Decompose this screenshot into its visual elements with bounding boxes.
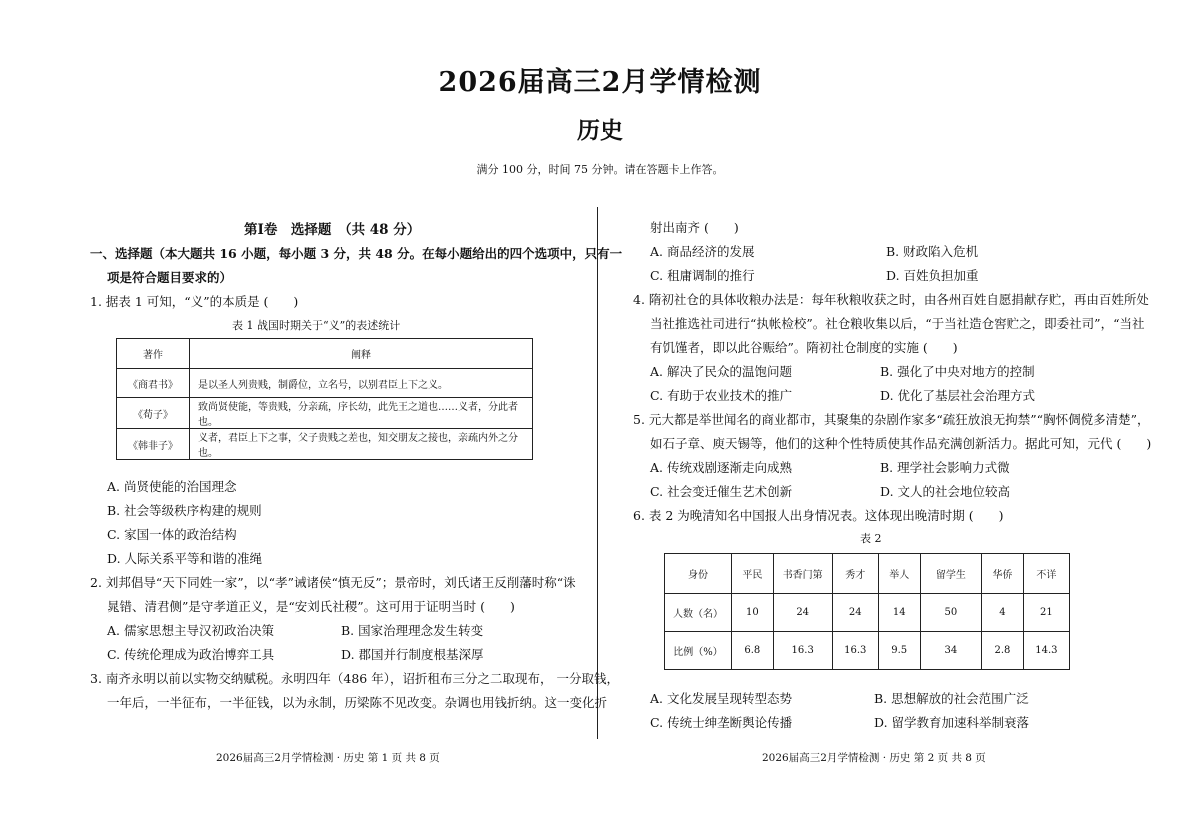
table-cell: 比例（%） — [665, 632, 732, 670]
table-cell: 34 — [920, 632, 982, 670]
q2-line1: 2. 刘邦倡导“天下同姓一家”，以“孝”诫诸侯“慎无反”；景帝时，刘氏诸王反削藩时称“诛 — [90, 575, 576, 590]
table-cell: 16.3 — [773, 632, 832, 670]
q4-line2: 当社推选社司进行“执帐检校”。社仓粮收集以后，“于当社造仓窖贮之，即委社司”，“当社 — [650, 316, 1145, 331]
q1-option-a: A. 尚贤使能的治国理念 — [107, 479, 237, 494]
q2-option-c: C. 传统伦理成为政治博弈工具 — [107, 647, 275, 662]
table-cell: 24 — [773, 594, 832, 632]
q4-option-b: B. 强化了中央对地方的控制 — [880, 364, 1035, 379]
table-cell: 4 — [982, 594, 1024, 632]
q4-line1: 4. 隋初社仓的具体收粮办法是：每年秋粮收获之时，由各州百姓自愿捐献存贮，再由百姓所处 — [633, 292, 1149, 307]
q6-option-d: D. 留学教育加速科举制衰落 — [874, 715, 1030, 730]
q3-option-a: A. 商品经济的发展 — [650, 244, 755, 259]
q5-line2: 如石子章、庾天锡等，他们的这种个性特质使其作品充满创新活力。据此可知，元代 ( ) — [650, 436, 1152, 451]
q1-option-d: D. 人际关系平等和谐的准绳 — [107, 551, 263, 566]
table-cell: 6.8 — [732, 632, 774, 670]
q2-line2: 晁错、清君侧”是守孝道正义，是“安刘氏社稷”。这可用于证明当时 ( ) — [107, 599, 515, 614]
table-cell: 9.5 — [878, 632, 920, 670]
table-cell: 《韩非子》 — [117, 429, 190, 460]
table-header-cell: 身份 — [665, 554, 732, 594]
table-cell: 致尚贤使能，等贵贱，分亲疏，序长幼，此先王之道也……义者，分此者也。 — [190, 398, 533, 429]
q4-option-a: A. 解决了民众的温饱问题 — [650, 364, 792, 379]
q4-line3: 有饥馑者，即以此谷赈给”。隋初社仓制度的实施 ( ) — [650, 340, 958, 355]
table-header-cell: 举人 — [878, 554, 920, 594]
q6-table — [664, 553, 1070, 670]
exam-instructions: 满分 100 分，时间 75 分钟。请在答题卡上作答。 — [476, 163, 724, 176]
q1-stem: 1. 据表 1 可知，“义”的本质是 ( ) — [90, 294, 299, 309]
table-cell: 21 — [1023, 594, 1069, 632]
q3-line2: 一年后，一半征布，一半征钱，以为永制，历梁陈不见改变。杂调也用钱折纳。这一变化折 — [107, 695, 608, 710]
q2-option-a: A. 儒家思想主导汉初政治决策 — [107, 623, 274, 638]
table-header-cell: 阐释 — [190, 339, 533, 369]
q1-table — [116, 338, 533, 460]
exam-title: 2026届高三2月学情检测 — [438, 67, 762, 98]
q3-line1: 3. 南齐永明以前以实物交纳赋税。永明四年（486 年），诏折租布三分之二取现布， 一分取钱， — [90, 671, 619, 686]
q2-option-b: B. 国家治理理念发生转变 — [341, 623, 484, 638]
table-cell: 24 — [832, 594, 878, 632]
q6-option-b: B. 思想解放的社会范围广泛 — [874, 691, 1029, 706]
table-header-cell: 留学生 — [920, 554, 982, 594]
table-header-cell: 著作 — [117, 339, 190, 369]
table-cell: 10 — [732, 594, 774, 632]
q5-option-a: A. 传统戏剧逐渐走向成熟 — [650, 460, 792, 475]
q5-line1: 5. 元大都是举世闻名的商业都市，其聚集的杂剧作家多“疏狂放浪无拘禁”“胸怀倜傥多清楚”， — [633, 412, 1150, 427]
table-header-cell: 平民 — [732, 554, 774, 594]
q1-table-caption: 表 1 战国时期关于“义”的表述统计 — [232, 319, 401, 332]
q6-option-a: A. 文化发展呈现转型态势 — [650, 691, 792, 706]
section-intro-line2: 项是符合题目要求的） — [107, 270, 233, 285]
table-cell: 《荀子》 — [117, 398, 190, 429]
footer-left: 2026届高三2月学情检测 · 历史 第 1 页 共 8 页 — [216, 752, 440, 764]
q4-option-d: D. 优化了基层社会治理方式 — [880, 388, 1036, 403]
footer-right: 2026届高三2月学情检测 · 历史 第 2 页 共 8 页 — [762, 752, 986, 764]
q4-option-c: C. 有助于农业技术的推广 — [650, 388, 793, 403]
q6-stem: 6. 表 2 为晚清知名中国报人出身情况表。这体现出晚清时期 ( ) — [633, 508, 1004, 523]
table-cell: 义者，君臣上下之事，父子贵贱之差也，知交朋友之接也，亲疏内外之分也。 — [190, 429, 533, 460]
table-header-cell: 秀才 — [832, 554, 878, 594]
section-intro-line1: 一、选择题（本大题共 16 小题，每小题 3 分，共 48 分。在每小题给出的四个选项中，只有一 — [90, 246, 623, 261]
table-cell: 2.8 — [982, 632, 1024, 670]
table-cell: 是以圣人列贵贱，制爵位，立名号，以别君臣上下之义。 — [190, 369, 533, 398]
table-cell: 人数（名） — [665, 594, 732, 632]
section-title: 第Ⅰ卷 选择题 （共 48 分） — [244, 222, 421, 238]
q3-line3: 射出南齐 ( ) — [650, 220, 739, 235]
q2-option-d: D. 郡国并行制度根基深厚 — [341, 647, 484, 662]
q3-option-b: B. 财政陷入危机 — [886, 244, 979, 259]
q5-option-c: C. 社会变迁催生艺术创新 — [650, 484, 793, 499]
table-cell: 50 — [920, 594, 982, 632]
table-header-cell: 不详 — [1023, 554, 1069, 594]
table-header-cell: 书香门第 — [773, 554, 832, 594]
table-cell: 14.3 — [1023, 632, 1069, 670]
q3-option-d: D. 百姓负担加重 — [886, 268, 979, 283]
table-cell: 《商君书》 — [117, 369, 190, 398]
q3-option-c: C. 租庸调制的推行 — [650, 268, 755, 283]
q6-table-caption: 表 2 — [860, 532, 882, 545]
table-cell: 14 — [878, 594, 920, 632]
q1-option-b: B. 社会等级秩序构建的规则 — [107, 503, 262, 518]
table-header-cell: 华侨 — [982, 554, 1024, 594]
subject-title: 历史 — [577, 117, 623, 144]
q1-option-c: C. 家国一体的政治结构 — [107, 527, 237, 542]
column-divider — [597, 207, 598, 739]
table-cell: 16.3 — [832, 632, 878, 670]
q6-option-c: C. 传统士绅垄断舆论传播 — [650, 715, 793, 730]
q5-option-d: D. 文人的社会地位较高 — [880, 484, 1011, 499]
q5-option-b: B. 理学社会影响力式微 — [880, 460, 1010, 475]
